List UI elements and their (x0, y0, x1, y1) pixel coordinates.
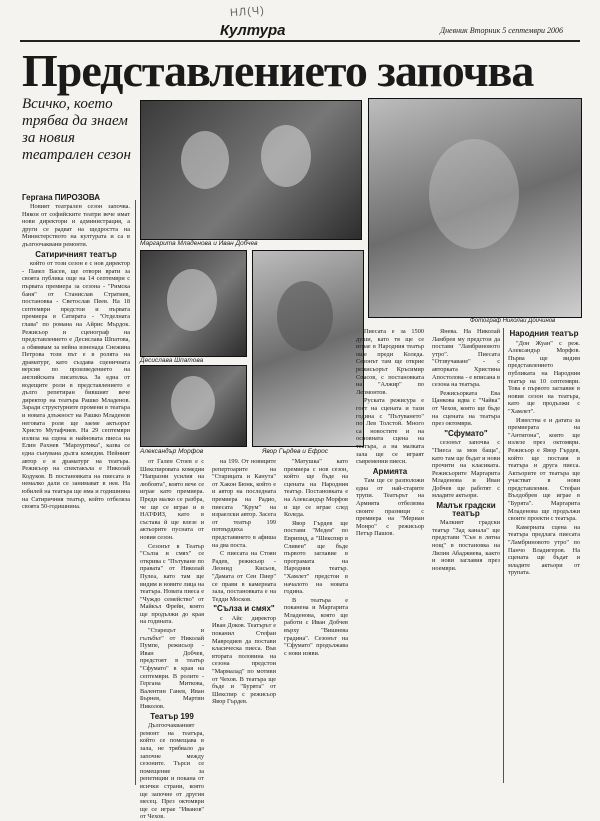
paragraph: Пиесата е за 1500 души, като тя ще се играе в Народния театър още преди Коледа. Сезонът там ще открие режисьорът Кръсимир Спасов, с постановката на "Алжир" по Лермонтов. (356, 328, 424, 396)
text-column-1 (22, 203, 130, 783)
column-rule (503, 328, 504, 783)
photo-shpatova (140, 250, 247, 357)
paragraph: Руската режисура е гост на сцената и тази година с "Пътуването" по Лев Толстой. Много са новостите и на основната сцена на театъра, а на малката зала ще се играят съвременни пиеси. (356, 397, 424, 466)
paragraph: Режисьорката Ева Цанкова идва с "Чайка" от Чехов, която ще бъде на сцената на театъра през октомври. (432, 389, 500, 428)
caption-photo-4: Явор Гърдев и Ефрос (262, 448, 328, 455)
paragraph: В театъра е поканена и Маргарита Младенова, която ще работи с Иван Добчев върху "Вишнева градина". Сезонът на "Сфумато" продължава с нови изяви. (284, 596, 348, 657)
paragraph: Там ще се разположи една от най-старите трупи. Театърът на Армията отбелязва своите празници с премиера на "Мериан Монро" с режисьор Петър Пашов. (356, 477, 424, 538)
paragraph: на 199. От новиците репертоарите на "Старицата и Канута" от Хакон Бюнк, който е и автор на последната премиера на Радио, пиесата "Крум" на израелски автор. Засега от театър 199 потвърдиха представянето в афиша на два поста. (212, 458, 276, 549)
section-heading: Сатиричният театър (35, 249, 117, 259)
paragraph: с Айс директор Иван Доков. Театърът е поканил Стефан Мавродиев да постави класическа пиеса. Във втората половина на сезона предстои "Мармалад" по мотиви от Чехов. В театъра ще бъде и "Бурята" от Шекспир с режисьор Явор Гърдев. (212, 614, 276, 706)
paragraph: Малкият градски театър "Зад канала" ще представи "Сън в лятна нощ" в постановка на Лилия Абаджиева, както и нови заглавия през ноември. (432, 519, 500, 572)
photo-credit: Фотограф Николай Дойчинов (470, 318, 556, 324)
caption-photo-3: Александър Морфов (140, 448, 204, 455)
issue-line: Дневник Вторник 5 септември 2006 (440, 26, 563, 35)
subheadline: Всичко, което трябва да знаем за новия театрален сезон (22, 96, 131, 163)
text-column-2 (140, 458, 204, 821)
photo-morfov (140, 365, 247, 447)
text-column-3 (212, 458, 276, 783)
headline: Представлението започва (22, 45, 534, 96)
column-rule (135, 200, 136, 785)
paragraph: Янева. На Николай Ламбрев му предстои да постави "Ламбриновото утро". Пиесата "Отзвучаване" - с авторката Христина Апостолова - е вписана в сезона на театъра. (432, 328, 500, 389)
paragraph: "Матушка" като премиера с нов сезон, който ще бъде на сцената на Народния театър. Постановката е на Александър Морфов и ще се играе след Коледа. (284, 458, 348, 519)
section-heading: Народния театър (509, 329, 579, 338)
section-heading: Армията (372, 466, 408, 476)
paragraph: от Гален Стоев е с Шекспировата комедия "Напразни усилия на любовта", която вече се играе като премиера. Преди малко се разбра, че ще се играе и в НАТФИЗ, като в състава й ще влезе и актьорите пусната от новия сезон. (140, 458, 204, 541)
paragraph: сезонът започва с "Пиеса за моя баща", като там ще бъдат и нови прочити на класиката. Режисьорите Маргарита Младенова и Иван Добчев ще работят с младите актьори. (432, 439, 500, 500)
paragraph: който от този сезон е с нов директор - Павел Васев, ще отвори врати за своята публика още на 14 септември с първата премиера за сезона - "Римска баня" от Станислав Стратиев, постановка - Светослав Пеев. На 18 септември предстои и първата премиера в Сатирата - "Отделната глава" по романа на Айрис Мърдок. Режисьор и сценограф на представлението е Десислава Шпатова, а обявявам за нейна изненада Снежина Петрова този път е в ролята на драматург, като създава сценичната версия по произведението на английската писателка. За една от водещите роли в представлението е дълго репетиран бившият вече директор на театъра Рашко Младенов. Заради структурните промени в театъра и новата длъжност на Рашко Младенов неговата роля ще заеме актьорът Христо Мутафчиев. На 29 септември излиза на сцена и найновата пиеса на Елин Рахнев "Марлуртика", казва се една сънувана дълга комедия. Нейният автор е и драматург на театъра. Режисьор на спектакъла е Николай Кодуков. В постановката на пиесата и немалко дали се занимават в нея. На юбилей на театъра ще има и годишнина на Сатиричния театър, който отбеляза своята 50-годишнина. (22, 260, 130, 511)
section-heading: "Сълза и смях" (213, 604, 275, 614)
section-heading: "Сфумато" (444, 428, 488, 438)
paragraph: Новият театрален сезон започва. Някои от софийските театри вече имат нови директори и администрация, а други се радват на щедростта на Министерството на културата и са в дългоочаквани ремонти. (22, 203, 130, 248)
photo-gardev (252, 250, 364, 447)
caption-photo-2: Десислава Шпатова (140, 357, 204, 364)
section-rubric: Култура (220, 22, 286, 39)
text-column-7 (508, 328, 580, 783)
top-rule (20, 40, 580, 42)
paragraph: Дългоочакваният ремонт на театъра, който се помещава в зала, не трябвало да започне между сезоните. Търси се помещение за репетиции и покана от всички страни, която ще започне от другия месец. През октомври ще се играе "Иванов" от Чехов. (140, 722, 204, 821)
text-column-5 (356, 328, 424, 783)
paragraph: Явор Гърдев ще постави "Медея" по Еврипид, а "Шекспир в Сливен" ще бъде първото заглавие в програмата на Народния театър. "Хамлет" предстои в началото на новата година. (284, 519, 348, 596)
archive-stamp: НЛ(Ч) (229, 4, 266, 20)
paragraph: "Старецът и гълъбът" от Николай Пумпе, режисьор - Иван Добчев, предстоят в театър "Сфумато" в края на септември. В ролите - Гергана Миткова, Валентин Ганев, Иван Бърнев, Мартин Николов. (140, 627, 204, 710)
paragraph: "Дон Жуан" с реж. Александър Морфов. Първа ще видим представлението публиката на Народния театър на 10 септември. Това е първото заглавие в новия сезон на театъра, като ще продължи с "Хамлет". (508, 339, 580, 415)
section-heading: Театър 199 (150, 711, 194, 721)
text-column-6 (432, 328, 500, 783)
caption-photo-1: Маргарита Младенова и Иван Добчев (140, 240, 258, 247)
paragraph: Сезонът в Театър "Сълза и смях" се открива с "Пътуване по правата" от Николай Пулеа, като там ще видим и новите лица на театъра. Новата пиеса е "Чуждо семейство" от Майкъл Фрейн, която ще продължи до края на годината. (140, 542, 204, 626)
photo-mladenova-dobchev (140, 100, 362, 240)
paragraph: С пиесата на Стоян Радев, режисьор - Леонид Кисьов, "Дамата от Сен Пиер" се прави в камерната зала, постановката е на Тедди Москов. (212, 550, 276, 603)
paragraph: Камерната сцена на театъра предлага пиесата "Ламбриновото утро" по Панчо Владигеров. На сцената ще бъдат и младите актьори от трупата. (508, 523, 580, 577)
paragraph: Известна е и датата за премиерата на "Антигона", която ще излезе през октомври. Режисьор е Явор Гърдев, който ще поставя в театъра и друга пиеса. Актьорите от театъра ще участват в нови представления. Стефан Вълдобрев ще играе в "Бурята". Маргарита Младенова ще продължи своите проекти с театъра. (508, 416, 580, 523)
photo-theatre-scene (368, 98, 582, 318)
text-column-4 (284, 458, 348, 783)
section-heading: Малък градски театър (436, 501, 496, 518)
byline: Гергана ПИРОЗОВА (22, 193, 100, 202)
